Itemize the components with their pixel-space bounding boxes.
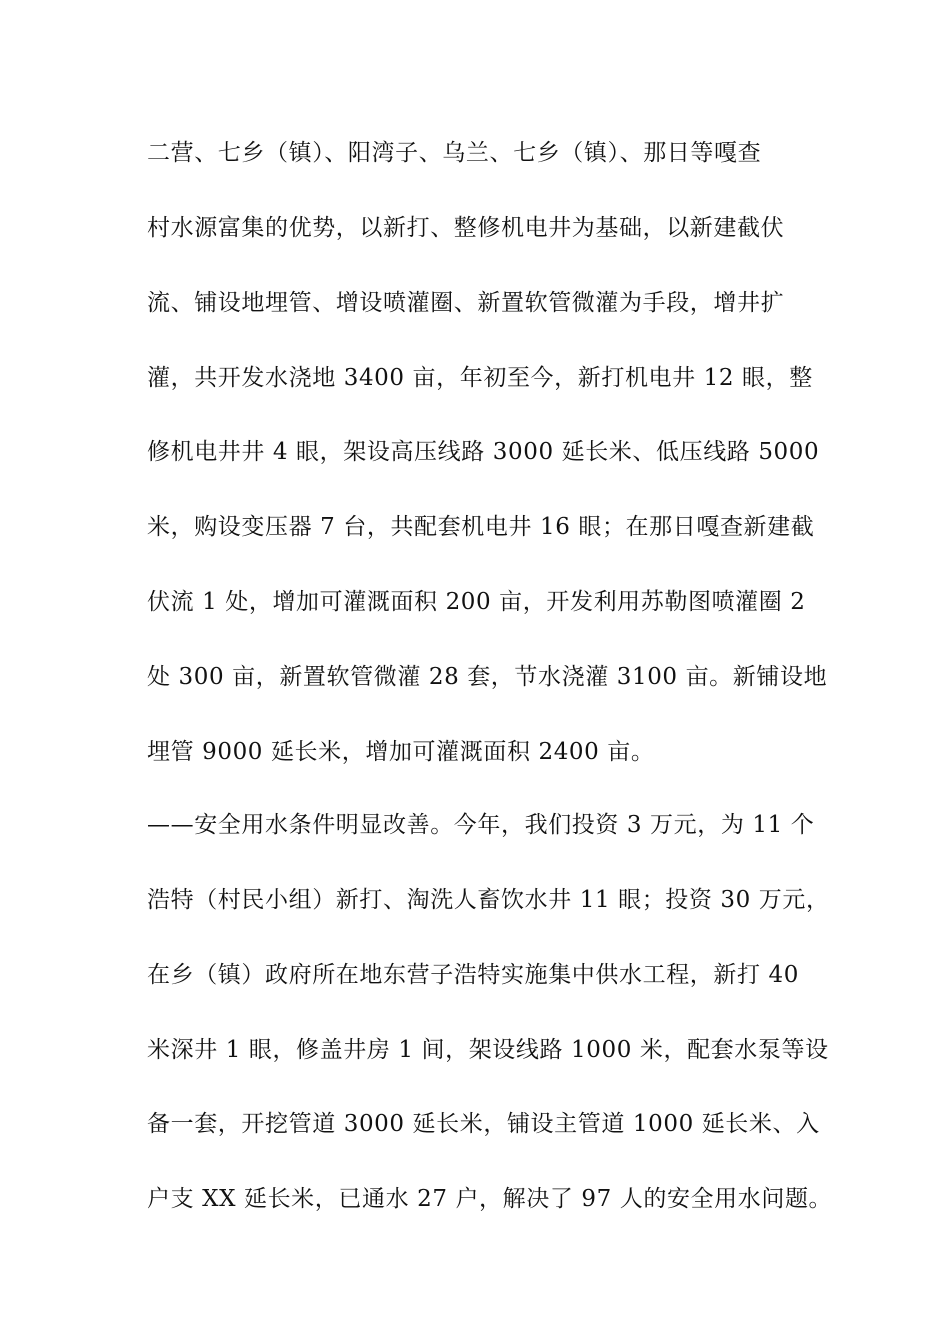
text-line: 处 300 亩，新置软管微灌 28 套，节水浇灌 3100 亩。新铺设地 xyxy=(147,664,828,690)
text-line: 流、铺设地埋管、增设喷灌圈、新置软管微灌为手段，增井扩 xyxy=(147,290,785,316)
text-line: 埋管 9000 延长米，增加可灌溉面积 2400 亩。 xyxy=(147,739,655,765)
text-line: 修机电井井 4 眼，架设高压线路 3000 延长米、低压线路 5000 xyxy=(147,439,820,465)
text-line: 伏流 1 处，增加可灌溉面积 200 亩，开发利用苏勒图喷灌圈 2 xyxy=(147,589,806,615)
text-line: 户支 XX 延长米，已通水 27 户，解决了 97 人的安全用水问题。 xyxy=(147,1186,833,1212)
text-line: 灌，共开发水浇地 3400 亩，年初至今，新打机电井 12 眼，整 xyxy=(147,365,813,391)
text-line: 在乡（镇）政府所在地东营子浩特实施集中供水工程，新打 40 xyxy=(147,962,799,988)
text-line: 村水源富集的优势，以新打、整修机电井为基础，以新建截伏 xyxy=(147,215,785,241)
text-line: 浩特（村民小组）新打、淘洗人畜饮水井 11 眼；投资 30 万元， xyxy=(147,887,830,913)
text-line: 米深井 1 眼，修盖井房 1 间，架设线路 1000 米，配套水泵等设 xyxy=(147,1037,829,1063)
text-line: 备一套，开挖管道 3000 延长米，铺设主管道 1000 延长米、入 xyxy=(147,1111,820,1137)
text-line: 二营、七乡（镇）、阳湾子、乌兰、七乡（镇）、那日等嘎查 xyxy=(147,140,762,166)
text-line: 米，购设变压器 7 台，共配套机电井 16 眼；在那日嘎查新建截 xyxy=(147,514,815,540)
text-line: ——安全用水条件明显改善。今年，我们投资 3 万元，为 11 个 xyxy=(147,812,815,838)
